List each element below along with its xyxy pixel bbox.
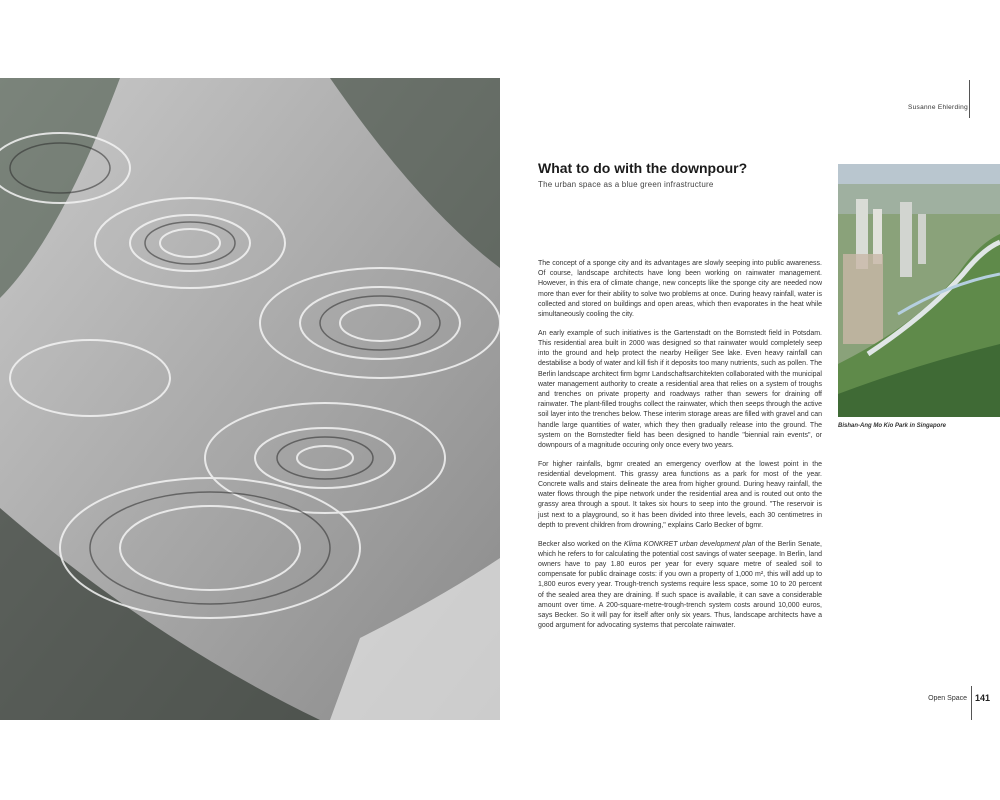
paragraph: For higher rainfalls, bgmr created an emergency overflow at the lowest point in the residential development. This grassy area functions as a park for most of the year. Concrete walls and stairs delineate the area from higher ground. During heavy rainfall, the water flows through the pipe network under the residential area and is routed out onto the grassy area through a spout. It takes six hours to seep into the ground. "The reservoir is just next to a playground, so it has been divided into three levels, each 30 centimetres in depth to prevent children from drowning," explains Carlo Becker of bgmr. [538,460,822,529]
article-title: What to do with the downpour? [538,160,748,176]
article-subtitle: The urban space as a blue green infrastructure [538,180,714,189]
paragraph: The concept of a sponge city and its advantages are slowly seeping into public awareness. Of course, landscape architects have long been working on rainwater management. However, in this era of climate change, new concepts like the sponge city are needed now more than ever for their ability to solve two problems at once. During heavy rainfall, water is collected and stored on buildings and open areas, which then evaporates in the heat while simultaneously cooling the city. [538,260,822,319]
rain-ripples-photo [0,78,500,720]
paragraph [538,540,822,632]
section-label: Open Space [928,695,967,702]
figure-caption: Bishan-Ang Mo Kio Park in Singapore [838,423,947,429]
page-number: 141 [975,693,991,703]
plan-title: Klima KONKRET urban development plan [623,540,756,548]
paragraph-text: of the Berlin Senate, which he refers to for calculating the potential cost savings of water seepage. In Berlin, land owners have to pay 1.80 euros per year for every square metre of sealed soil to compensate for public drainage costs: if you own a property of 1,000 m², this will add up to 1,800 euros every year. Trough-trench systems require less space, some 10 to 20 percent of the sealed area they are draining. If such space is available, it can save a considerable amount over time. A 200-square-metre-trough-trench system costs around 10,000 euros, says Becker. So it will pay for itself after only six years. Thus, landscape architects have a good argument for advocating systems that percolate rainwater. [538,540,823,630]
singapore-park-photo [838,164,1000,417]
article-body [538,259,822,640]
paragraph: An early example of such initiatives is the Gartenstadt on the Bornstedt field in Potsdam. This residential area built in 2000 was designed so that rainwater would completely seep into the ground and help protect the nearby Heiliger See lake. Even heavy rainfall can destabilise a body of water and kill fish if it deposits too many nutrients, such as pollen. The Berlin landscape architect firm bgmr Landschaftsarchitekten collaborated with the municipal water management authority to create a residential area that relies on a system of troughs and trenches on private property and roadways rather than sewers for draining off rainwater. The plant-filled troughs collect the rainwater, which then seeps through the active soil layer into the trenches below. These interim storage areas are filled with gravel and can handle large quantities of water, which they then gradually release into the ground. The system on the Bornstedter field has been designed to handle "biennial rain events", or downpours of a magnitude occuring only once every two years. [538,329,822,449]
paragraph-text: Becker also worked on the [538,540,624,548]
author-name: Susanne Ehlerding [907,104,968,111]
footer-rule [971,686,972,720]
header-rule [969,80,970,118]
